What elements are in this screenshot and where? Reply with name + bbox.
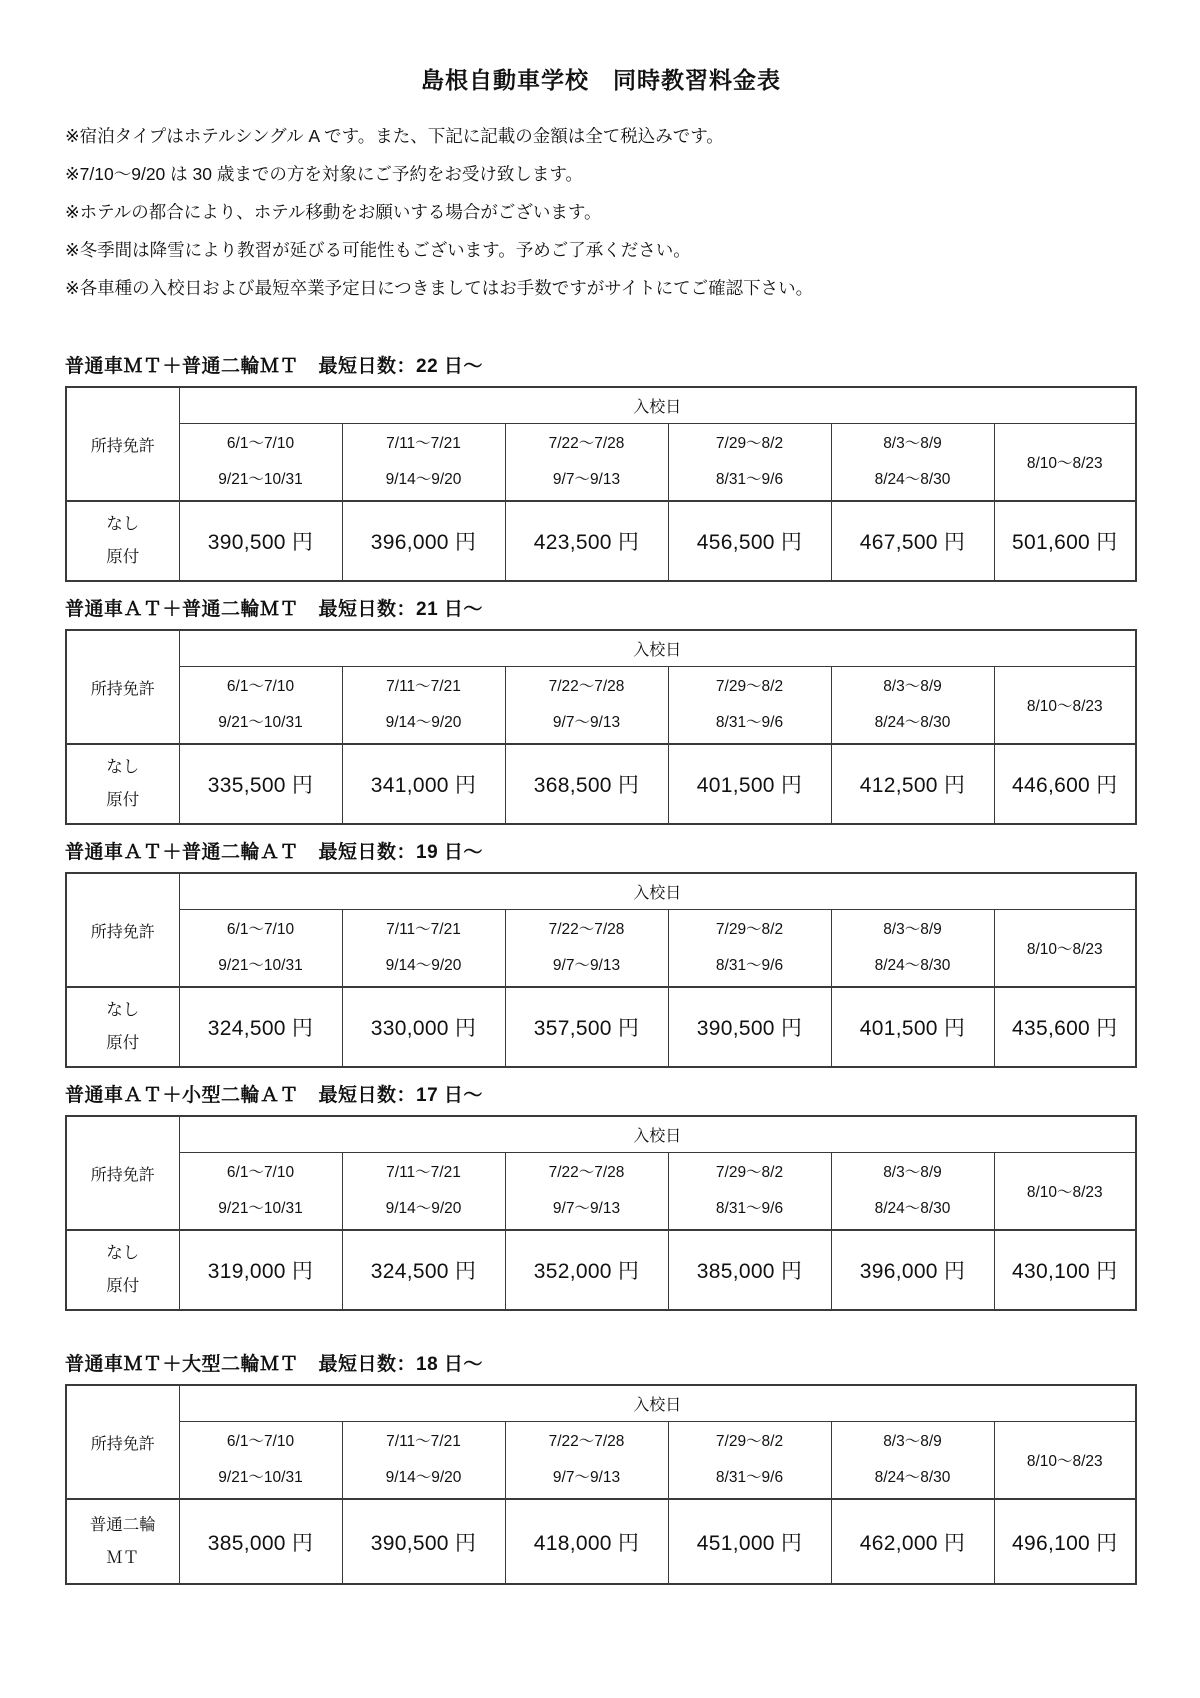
date-range-cell xyxy=(994,1421,1136,1499)
price-row xyxy=(66,1230,1136,1310)
date-range-cell xyxy=(994,423,1136,501)
license-header-cell: 所持免許 xyxy=(66,1116,179,1230)
date-range-second: 8/24～8/30 xyxy=(874,1468,951,1486)
date-range-second: 9/21～10/31 xyxy=(218,956,303,974)
date-range-cell xyxy=(342,666,505,744)
row-label-second: 原付 xyxy=(106,1034,140,1052)
price-table xyxy=(65,872,1137,1068)
date-range-first: 7/29～8/2 xyxy=(715,920,784,938)
price-cell: 396,000 円 xyxy=(342,501,505,581)
price-cell: 396,000 円 xyxy=(831,1230,994,1310)
date-range-first: 7/29～8/2 xyxy=(715,434,784,452)
entry-date-header-cell: 入校日 xyxy=(179,1116,1136,1152)
row-label-second: 原付 xyxy=(106,1277,140,1295)
date-range-first: 7/22～7/28 xyxy=(548,434,625,452)
date-range-second: 9/14～9/20 xyxy=(385,956,462,974)
date-range-first: 7/11～7/21 xyxy=(386,677,461,695)
license-header-cell: 所持免許 xyxy=(66,1385,179,1499)
date-range-first: 7/29～8/2 xyxy=(715,1432,784,1450)
date-range-cell xyxy=(668,1152,831,1230)
date-range-second: 8/31～9/6 xyxy=(715,470,784,488)
row-label-cell xyxy=(66,1499,179,1584)
course-section-2 xyxy=(65,594,1137,825)
date-range-first: 6/1～7/10 xyxy=(226,1432,295,1450)
course-section-4 xyxy=(65,1080,1137,1311)
price-table xyxy=(65,386,1137,582)
price-cell: 446,600 円 xyxy=(994,744,1136,824)
price-cell: 412,500 円 xyxy=(831,744,994,824)
note-line: ※冬季間は降雪により教習が延びる可能性もございます。予めご了承ください。 xyxy=(65,240,691,260)
date-range-cell xyxy=(994,666,1136,744)
date-range-first: 7/29～8/2 xyxy=(715,677,784,695)
table-header-row xyxy=(66,1385,1136,1421)
section-heading: 普通車ＡＴ＋普通二輪ＡＴ 最短日数：19 日～ xyxy=(65,842,483,863)
date-range-second: 8/31～9/6 xyxy=(715,956,784,974)
date-range-cell xyxy=(179,909,342,987)
date-range-first: 7/22～7/28 xyxy=(548,677,625,695)
date-range-second: 9/14～9/20 xyxy=(385,713,462,731)
date-range-cell xyxy=(505,423,668,501)
row-label-cell xyxy=(66,987,179,1067)
price-cell: 390,500 円 xyxy=(668,987,831,1067)
row-label-cell xyxy=(66,1230,179,1310)
date-range-first: 8/3～8/9 xyxy=(883,1163,942,1181)
price-cell: 401,500 円 xyxy=(831,987,994,1067)
date-range-cell xyxy=(668,1421,831,1499)
row-label-cell xyxy=(66,501,179,581)
section-heading: 普通車ＡＴ＋小型二輪ＡＴ 最短日数：17 日～ xyxy=(65,1085,483,1106)
price-cell: 319,000 円 xyxy=(179,1230,342,1310)
date-range-first: 8/3～8/9 xyxy=(883,920,942,938)
row-label-first: なし xyxy=(106,515,140,533)
date-range-first: 7/11～7/21 xyxy=(386,434,461,452)
date-range-second: 9/7～9/13 xyxy=(552,956,621,974)
price-row xyxy=(66,1499,1136,1584)
date-range-first: 8/10～8/23 xyxy=(1026,940,1103,958)
date-range-cell xyxy=(831,1421,994,1499)
date-range-cell xyxy=(342,423,505,501)
date-range-cell xyxy=(505,1421,668,1499)
date-row xyxy=(66,909,1136,987)
price-table xyxy=(65,1384,1137,1585)
date-range-first: 7/11～7/21 xyxy=(386,1432,461,1450)
price-cell: 324,500 円 xyxy=(179,987,342,1067)
row-label-first: 普通二輪 xyxy=(89,1515,156,1534)
date-range-second: 9/7～9/13 xyxy=(552,1468,621,1486)
date-range-cell xyxy=(342,909,505,987)
table-header-row xyxy=(66,387,1136,423)
date-range-first: 6/1～7/10 xyxy=(226,434,295,452)
date-range-cell xyxy=(179,666,342,744)
date-range-cell xyxy=(179,423,342,501)
section-heading: 普通車ＭＴ＋普通二輪ＭＴ 最短日数：22 日～ xyxy=(65,356,483,377)
course-section-5 xyxy=(65,1349,1137,1585)
price-cell: 451,000 円 xyxy=(668,1499,831,1584)
note-line: ※7/10～9/20 は 30 歳までの方を対象にご予約をお受け致します。 xyxy=(65,164,583,184)
price-cell: 423,500 円 xyxy=(505,501,668,581)
license-header-cell: 所持免許 xyxy=(66,873,179,987)
price-row xyxy=(66,744,1136,824)
note-line: ※宿泊タイプはホテルシングル A です。また、下記に記載の金額は全て税込みです。 xyxy=(65,126,724,146)
date-range-cell xyxy=(668,423,831,501)
price-cell: 330,000 円 xyxy=(342,987,505,1067)
price-table xyxy=(65,629,1137,825)
date-range-first: 7/22～7/28 xyxy=(548,1432,625,1450)
date-range-cell xyxy=(342,1421,505,1499)
date-range-cell xyxy=(668,909,831,987)
table-header-row xyxy=(66,873,1136,909)
entry-date-header-cell: 入校日 xyxy=(179,630,1136,666)
row-label-second: ＭＴ xyxy=(106,1548,140,1567)
date-row xyxy=(66,1152,1136,1230)
date-range-cell xyxy=(994,909,1136,987)
date-range-cell xyxy=(831,423,994,501)
date-range-cell xyxy=(342,1152,505,1230)
date-range-first: 7/11～7/21 xyxy=(386,1163,461,1181)
date-range-second: 9/14～9/20 xyxy=(385,1468,462,1486)
price-cell: 385,000 円 xyxy=(179,1499,342,1584)
date-range-first: 6/1～7/10 xyxy=(226,677,295,695)
date-range-first: 7/22～7/28 xyxy=(548,1163,625,1181)
price-cell: 341,000 円 xyxy=(342,744,505,824)
entry-date-header-cell: 入校日 xyxy=(179,873,1136,909)
section-heading: 普通車ＡＴ＋普通二輪ＭＴ 最短日数：21 日～ xyxy=(65,599,483,620)
table-header-row xyxy=(66,630,1136,666)
date-range-cell xyxy=(179,1421,342,1499)
date-range-first: 6/1～7/10 xyxy=(226,920,295,938)
price-cell: 390,500 円 xyxy=(342,1499,505,1584)
date-range-second: 9/21～10/31 xyxy=(218,1199,303,1217)
price-cell: 418,000 円 xyxy=(505,1499,668,1584)
price-cell: 335,500 円 xyxy=(179,744,342,824)
row-label-cell xyxy=(66,744,179,824)
date-row xyxy=(66,423,1136,501)
date-range-first: 8/10～8/23 xyxy=(1026,697,1103,715)
note-line: ※各車種の入校日および最短卒業予定日につきましてはお手数ですがサイトにてご確認下さい。 xyxy=(65,278,814,298)
entry-date-header-cell: 入校日 xyxy=(179,1385,1136,1421)
date-range-second: 8/31～9/6 xyxy=(715,713,784,731)
date-range-second: 9/14～9/20 xyxy=(385,470,462,488)
date-range-cell xyxy=(505,666,668,744)
page-title: 島根自動車学校 同時教習料金表 xyxy=(421,67,781,93)
license-header-cell: 所持免許 xyxy=(66,387,179,501)
table-header-row xyxy=(66,1116,1136,1152)
course-section-1 xyxy=(65,351,1137,582)
section-heading: 普通車ＭＴ＋大型二輪ＭＴ 最短日数：18 日～ xyxy=(65,1354,483,1375)
date-range-cell xyxy=(505,1152,668,1230)
entry-date-header-cell: 入校日 xyxy=(179,387,1136,423)
row-label-first: なし xyxy=(106,1244,140,1262)
date-range-first: 8/10～8/23 xyxy=(1026,454,1103,472)
date-range-second: 9/7～9/13 xyxy=(552,470,621,488)
course-section-3 xyxy=(65,837,1137,1068)
row-label-second: 原付 xyxy=(106,791,140,809)
price-table xyxy=(65,1115,1137,1311)
date-row xyxy=(66,1421,1136,1499)
notes-list xyxy=(65,117,1137,307)
date-range-first: 8/3～8/9 xyxy=(883,677,942,695)
price-cell: 401,500 円 xyxy=(668,744,831,824)
license-header-cell: 所持免許 xyxy=(66,630,179,744)
price-cell: 467,500 円 xyxy=(831,501,994,581)
date-range-first: 7/22～7/28 xyxy=(548,920,625,938)
date-range-second: 9/7～9/13 xyxy=(552,713,621,731)
date-range-second: 9/21～10/31 xyxy=(218,1468,303,1486)
price-cell: 385,000 円 xyxy=(668,1230,831,1310)
price-cell: 435,600 円 xyxy=(994,987,1136,1067)
date-row xyxy=(66,666,1136,744)
price-cell: 390,500 円 xyxy=(179,501,342,581)
price-cell: 357,500 円 xyxy=(505,987,668,1067)
date-range-second: 9/7～9/13 xyxy=(552,1199,621,1217)
price-cell: 462,000 円 xyxy=(831,1499,994,1584)
date-range-first: 8/10～8/23 xyxy=(1026,1452,1103,1470)
date-range-second: 8/31～9/6 xyxy=(715,1199,784,1217)
date-range-cell xyxy=(505,909,668,987)
date-range-second: 9/14～9/20 xyxy=(385,1199,462,1217)
date-range-cell xyxy=(831,909,994,987)
row-label-first: なし xyxy=(106,1001,140,1019)
date-range-second: 8/31～9/6 xyxy=(715,1468,784,1486)
row-label-second: 原付 xyxy=(106,548,140,566)
price-row xyxy=(66,501,1136,581)
note-line: ※ホテルの都合により、ホテル移動をお願いする場合がございます。 xyxy=(65,202,602,222)
date-range-first: 8/3～8/9 xyxy=(883,1432,942,1450)
date-range-cell xyxy=(179,1152,342,1230)
date-range-second: 8/24～8/30 xyxy=(874,956,951,974)
date-range-first: 7/29～8/2 xyxy=(715,1163,784,1181)
price-cell: 368,500 円 xyxy=(505,744,668,824)
price-cell: 352,000 円 xyxy=(505,1230,668,1310)
row-label-first: なし xyxy=(106,758,140,776)
date-range-cell xyxy=(994,1152,1136,1230)
price-cell: 324,500 円 xyxy=(342,1230,505,1310)
date-range-cell xyxy=(831,666,994,744)
date-range-second: 9/21～10/31 xyxy=(218,470,303,488)
date-range-second: 8/24～8/30 xyxy=(874,713,951,731)
price-cell: 456,500 円 xyxy=(668,501,831,581)
price-row xyxy=(66,987,1136,1067)
date-range-second: 8/24～8/30 xyxy=(874,1199,951,1217)
date-range-first: 8/3～8/9 xyxy=(883,434,942,452)
price-cell: 496,100 円 xyxy=(994,1499,1136,1584)
price-cell: 430,100 円 xyxy=(994,1230,1136,1310)
date-range-cell xyxy=(668,666,831,744)
date-range-first: 8/10～8/23 xyxy=(1026,1183,1103,1201)
date-range-first: 6/1～7/10 xyxy=(226,1163,295,1181)
date-range-second: 9/21～10/31 xyxy=(218,713,303,731)
price-cell: 501,600 円 xyxy=(994,501,1136,581)
date-range-second: 8/24～8/30 xyxy=(874,470,951,488)
date-range-first: 7/11～7/21 xyxy=(386,920,461,938)
date-range-cell xyxy=(831,1152,994,1230)
